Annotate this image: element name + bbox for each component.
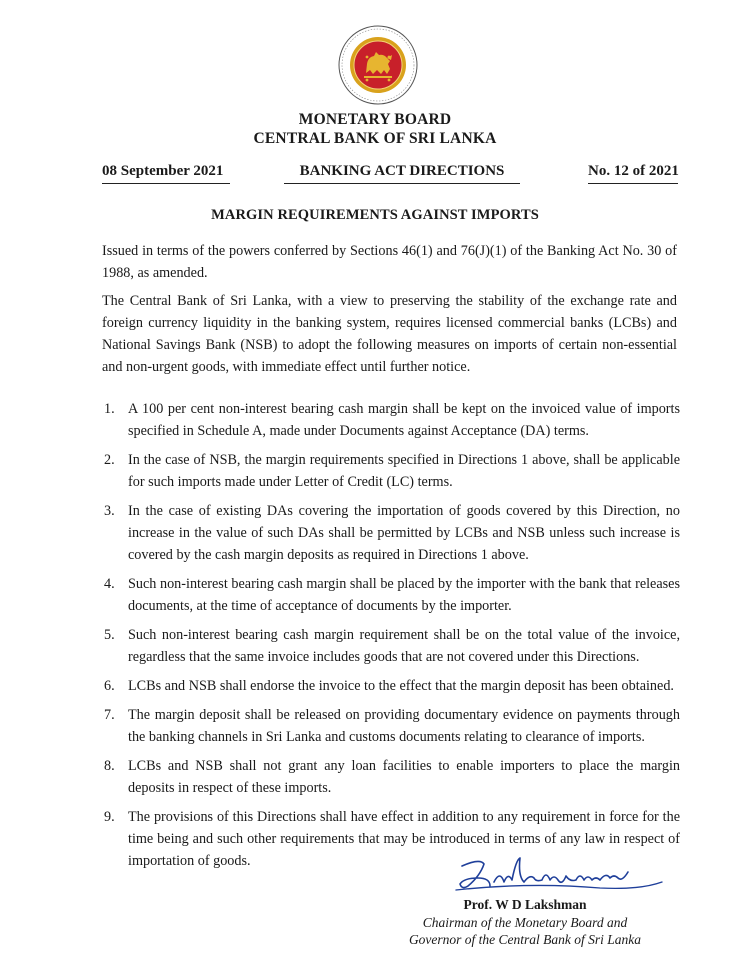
direction-series: BANKING ACT DIRECTIONS xyxy=(284,162,520,184)
direction-number-label: 7. xyxy=(104,707,115,723)
direction-item xyxy=(100,449,680,493)
signatory-name: Prof. W D Lakshman xyxy=(463,897,587,912)
direction-text: A 100 per cent non-interest bearing cash margin shall be kept on the invoiced value of imports specified in Schedule A, made under Documents against Acceptance (DA) terms. xyxy=(128,401,680,439)
direction-number-label: 3. xyxy=(104,503,115,519)
document-title: MARGIN REQUIREMENTS AGAINST IMPORTS xyxy=(211,207,539,223)
directions-list xyxy=(100,398,680,879)
direction-item xyxy=(100,704,680,748)
direction-date: 08 September 2021 xyxy=(102,162,230,184)
direction-text: LCBs and NSB shall endorse the invoice to the effect that the margin deposit has been obtained. xyxy=(128,678,674,694)
direction-text: In the case of existing DAs covering the importation of goods covered by this Direction, no increase in the value of such DAs shall be permitted by LCBs and NSB unless such increase is covered by the cash margin deposits as required in Directions 1 above. xyxy=(128,503,680,563)
direction-text: LCBs and NSB shall not grant any loan facilities to enable importers to place the margin deposits in respect of these imports. xyxy=(128,758,680,796)
direction-number: No. 12 of 2021 xyxy=(588,162,678,184)
signatory-role-line1: Chairman of the Monetary Board and xyxy=(422,915,628,930)
direction-number-label: 9. xyxy=(104,809,115,825)
direction-number-label: 8. xyxy=(104,758,115,774)
direction-number-label: 2. xyxy=(104,452,115,468)
direction-text: Such non-interest bearing cash margin requirement shall be on the total value of the invoice, regardless that the same invoice includes goods that are not covered under this Directions. xyxy=(128,627,680,665)
direction-item xyxy=(100,755,680,799)
direction-text: The provisions of this Directions shall have effect in addition to any requirement in force for the time being and such other requirements that may be introduced in terms of any law in respect of importation of goods. xyxy=(128,809,680,869)
direction-number-label: 6. xyxy=(104,678,115,694)
handwritten-signature xyxy=(450,852,675,894)
board-name: MONETARY BOARD xyxy=(298,111,452,128)
intro-paragraph-authority: Issued in terms of the powers conferred by Sections 46(1) and 76(J)(1) of the Banking Act No. 30 of 1988, as amended. xyxy=(102,243,677,281)
direction-item xyxy=(100,573,680,617)
direction-number-label: 1. xyxy=(104,401,115,417)
direction-item xyxy=(100,500,680,566)
direction-number-label: 4. xyxy=(104,576,115,592)
signatory-role-line2: Governor of the Central Bank of Sri Lanka xyxy=(408,932,642,947)
bank-name: CENTRAL BANK OF SRI LANKA xyxy=(253,130,497,147)
direction-item xyxy=(100,675,680,697)
intro-paragraph-purpose: The Central Bank of Sri Lanka, with a view to preserving the stability of the exchange rate and foreign currency liquidity in the banking system, requires licensed commercial banks (LCBs) and National Savings Bank (NSB) to adopt the following measures on imports of certain non-essential and non-urgent goods, with immediate effect until further notice. xyxy=(102,293,677,375)
direction-text: Such non-interest bearing cash margin shall be placed by the importer with the bank that releases documents, at the time of acceptance of documents by the importer. xyxy=(128,576,680,614)
direction-item xyxy=(100,398,680,442)
direction-number-label: 5. xyxy=(104,627,115,643)
direction-text: The margin deposit shall be released on providing documentary evidence on payments through the banking channels in Sri Lanka and customs documents relating to clearance of imports. xyxy=(128,707,680,745)
central-bank-seal-icon xyxy=(337,24,419,106)
direction-item xyxy=(100,624,680,668)
direction-text: In the case of NSB, the margin requirements specified in Directions 1 above, shall be applicable for such imports made under Letter of Credit (LC) terms. xyxy=(128,452,680,490)
